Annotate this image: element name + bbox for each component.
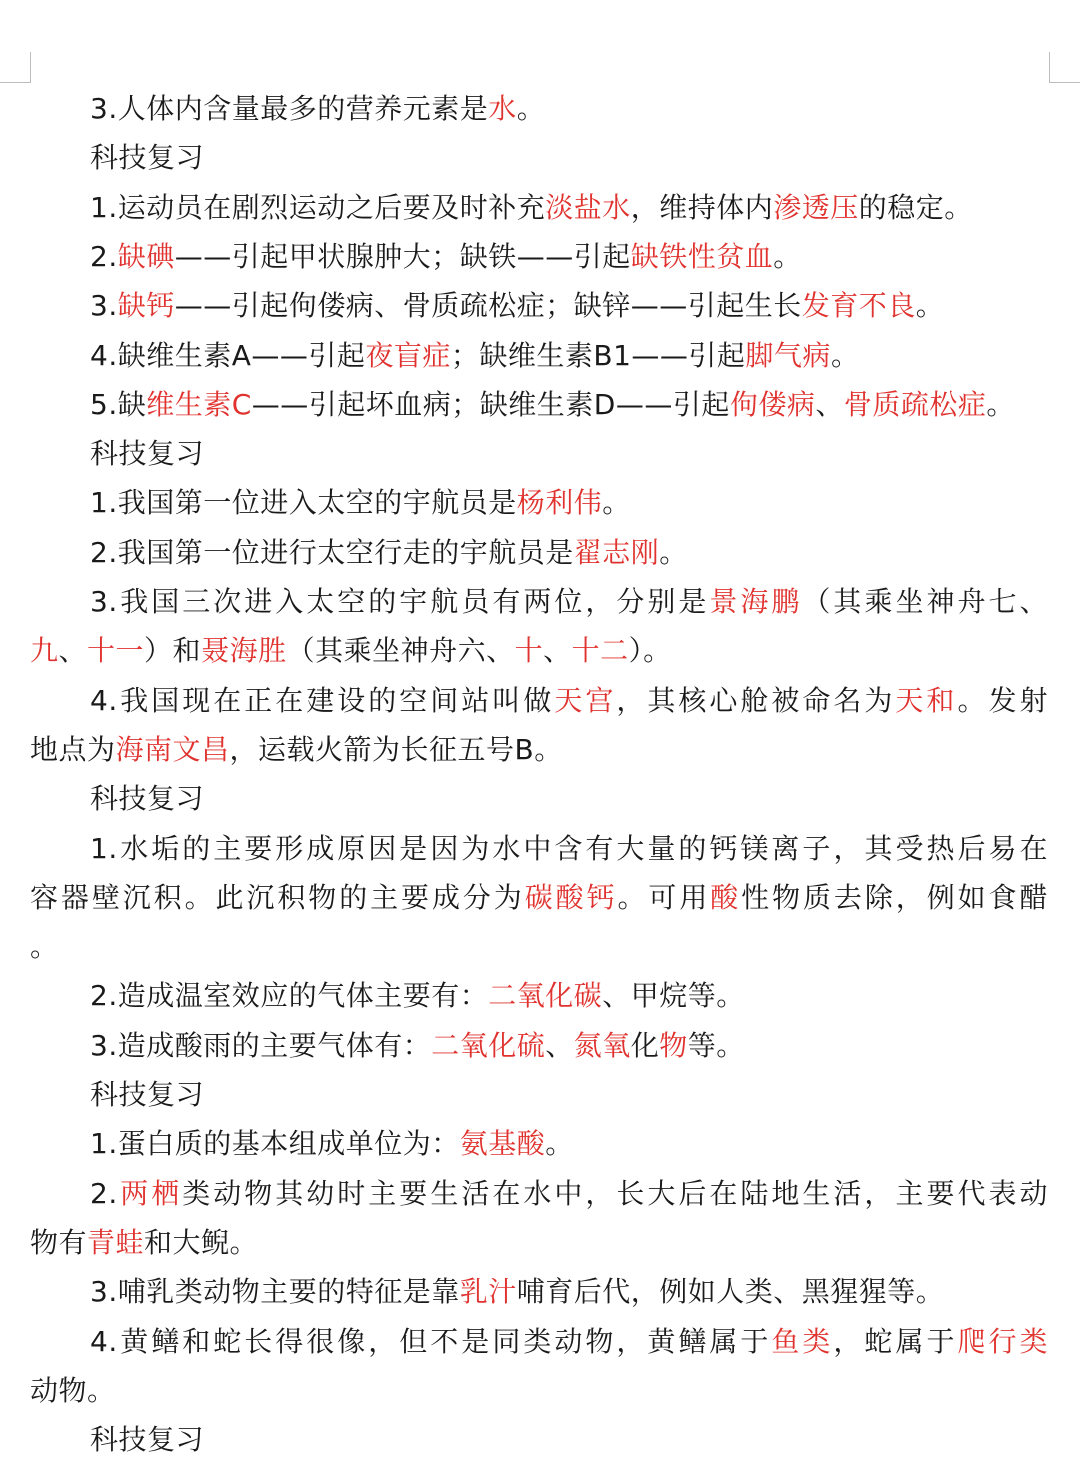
text-line xyxy=(0,774,1080,823)
highlight-text: 乳汁 xyxy=(459,1275,517,1309)
body-text: 科技复习 xyxy=(90,1423,205,1457)
body-text: 4.黄鳝和蛇长得很像，但不是同类动物，黄鳝属于 xyxy=(90,1324,772,1358)
body-text: ；缺维生素B1——引起 xyxy=(450,338,746,372)
text-line xyxy=(0,331,1080,380)
body-text: 2. xyxy=(90,1176,118,1210)
highlight-text: 氨基酸 xyxy=(459,1127,546,1161)
highlight-text: 海南文昌 xyxy=(115,732,230,766)
body-text: 动物。 xyxy=(30,1373,116,1407)
body-text: 3.造成酸雨的主要气体有： xyxy=(90,1028,432,1062)
body-text: 2.造成温室效应的气体主要有： xyxy=(90,979,489,1013)
highlight-text: 缺钙 xyxy=(117,289,175,323)
body-text: 科技复习 xyxy=(90,141,205,175)
body-text: 性物质去除，例如食醋 xyxy=(741,880,1048,914)
body-text: 3.哺乳类动物主要的特征是靠 xyxy=(90,1275,460,1309)
text-line xyxy=(0,133,1080,182)
highlight-text: 佝偻病 xyxy=(729,387,816,421)
highlight-text: 九 xyxy=(30,634,59,668)
body-text: 4.缺维生素A——引起 xyxy=(90,338,366,372)
body-text: ）和 xyxy=(144,634,202,668)
text-line xyxy=(0,577,1080,626)
body-text: 2. xyxy=(90,239,118,273)
text-line xyxy=(0,1169,1080,1218)
text-line xyxy=(0,971,1080,1020)
body-text: 。 xyxy=(986,387,1015,421)
body-text: ，维持体内 xyxy=(630,190,774,224)
highlight-text: 缺碘 xyxy=(117,239,175,273)
body-text: ——引起佝偻病、骨质疏松症；缺锌——引起生长 xyxy=(174,289,802,323)
body-text: ）。 xyxy=(628,634,672,668)
body-text: 、 xyxy=(545,1028,574,1062)
body-text: 科技复习 xyxy=(90,437,205,471)
body-text: 、 xyxy=(58,634,88,668)
body-text: ，蛇属于 xyxy=(833,1324,958,1358)
body-text: 。 xyxy=(30,930,59,964)
body-text: （其乘坐神舟六、 xyxy=(286,634,515,668)
text-line xyxy=(0,183,1080,232)
body-text: 、 xyxy=(543,634,572,668)
highlight-text: 氮氧 xyxy=(573,1028,631,1062)
body-text: 3.人体内含量最多的营养元素是 xyxy=(90,92,489,125)
highlight-text: 天和 xyxy=(895,683,958,717)
highlight-text: 发育不良 xyxy=(801,289,916,323)
highlight-text: 碳酸钙 xyxy=(524,880,618,914)
body-text: 的稳定。 xyxy=(858,190,973,224)
highlight-text: 二氧化硫 xyxy=(431,1028,546,1062)
highlight-text: 景海鹏 xyxy=(709,585,803,618)
highlight-text: 翟志刚 xyxy=(573,535,660,569)
highlight-text: 青蛙 xyxy=(87,1225,145,1259)
body-text: 。 xyxy=(602,486,631,520)
highlight-text: 天宫 xyxy=(554,683,617,717)
body-text: 3.我国三次进入太空的宇航员有两位，分别是 xyxy=(90,585,710,618)
highlight-text: 二氧化碳 xyxy=(488,979,603,1013)
text-line xyxy=(0,1119,1080,1168)
text-line xyxy=(0,1218,1080,1267)
body-text: （其乘坐神舟七、 xyxy=(802,585,1048,618)
highlight-text: 爬行类 xyxy=(957,1324,1048,1358)
text-line xyxy=(0,232,1080,281)
body-text: 。 xyxy=(545,1127,574,1161)
body-text: 1.蛋白质的基本组成单位为： xyxy=(90,1127,460,1161)
body-text: 科技复习 xyxy=(90,782,205,816)
highlight-text: 物 xyxy=(659,1028,688,1062)
highlight-text: 鱼类 xyxy=(771,1324,834,1358)
text-line xyxy=(0,922,1080,971)
text-line xyxy=(0,478,1080,527)
highlight-text: 淡盐水 xyxy=(545,190,631,224)
text-line xyxy=(0,725,1080,774)
highlight-text: 维生素C xyxy=(146,387,252,421)
body-text: ，运载火箭为长征五号B。 xyxy=(229,732,563,766)
highlight-text: 渗透压 xyxy=(773,190,859,224)
highlight-text: 骨质疏松症 xyxy=(843,387,987,421)
text-line xyxy=(0,429,1080,478)
body-text: 2.我国第一位进行太空行走的宇航员是 xyxy=(90,535,574,569)
body-text: 。 xyxy=(773,239,802,273)
text-line xyxy=(0,84,1080,133)
body-text: 。 xyxy=(659,535,688,569)
body-text: 。 xyxy=(915,289,945,323)
highlight-text: 十 xyxy=(514,634,544,668)
body-text: 科技复习 xyxy=(90,1078,205,1111)
body-text: 1.水垢的主要形成原因是因为水中含有大量的钙镁离子，其受热后易在 xyxy=(90,831,1048,865)
highlight-text: 脚气病 xyxy=(745,338,831,372)
body-text: ，其核心舱被命名为 xyxy=(616,683,896,717)
body-text: 1.我国第一位进入太空的宇航员是 xyxy=(90,486,517,520)
body-text: 。发射 xyxy=(957,683,1048,717)
highlight-text: 十一 xyxy=(87,634,145,668)
highlight-text: 水 xyxy=(488,92,517,125)
text-line xyxy=(0,1317,1080,1366)
text-line xyxy=(0,1267,1080,1316)
highlight-text: 十二 xyxy=(571,634,629,668)
body-text: 类动物其幼时主要生活在水中，长大后在陆地生活，主要代表动 xyxy=(182,1176,1048,1210)
text-line xyxy=(0,528,1080,577)
body-text: 。 xyxy=(516,92,546,125)
body-text: 3. xyxy=(90,289,118,323)
highlight-text: 酸 xyxy=(710,880,742,914)
body-text: 哺育后代，例如人类、黑猩猩等。 xyxy=(516,1275,945,1309)
body-text: 。 xyxy=(830,338,860,372)
page-corner-mark-right xyxy=(1049,52,1080,83)
body-text: ——引起甲状腺肿大；缺铁——引起 xyxy=(174,239,631,273)
body-text: 等。 xyxy=(687,1028,745,1062)
text-line xyxy=(0,1366,1080,1415)
text-line xyxy=(0,824,1080,873)
text-line xyxy=(0,1021,1080,1070)
highlight-text: 缺铁性贫血 xyxy=(630,239,774,273)
body-text: 地点为 xyxy=(30,732,116,766)
highlight-text: 聂海胜 xyxy=(201,634,287,668)
body-text: 化 xyxy=(630,1028,660,1062)
body-text: 、甲烷等。 xyxy=(602,979,745,1013)
body-text: 5.缺 xyxy=(90,387,147,421)
highlight-text: 两栖 xyxy=(117,1176,183,1210)
text-line xyxy=(0,873,1080,922)
body-text: 物有 xyxy=(30,1225,88,1259)
body-text: 4.我国现在正在建设的空间站叫做 xyxy=(90,683,555,717)
body-text: 。可用 xyxy=(617,880,711,914)
body-text: ——引起坏血病；缺维生素D——引起 xyxy=(251,387,730,421)
text-line xyxy=(0,676,1080,725)
body-text: 容器壁沉积。此沉积物的主要成分为 xyxy=(30,880,525,914)
body-text: 和大鲵。 xyxy=(144,1225,259,1259)
text-line xyxy=(0,380,1080,429)
text-line xyxy=(0,1070,1080,1119)
highlight-text: 杨利伟 xyxy=(516,486,603,520)
body-text: 、 xyxy=(815,387,844,421)
highlight-text: 夜盲症 xyxy=(365,338,451,372)
body-text: 1.运动员在剧烈运动之后要及时补充 xyxy=(90,190,546,224)
text-line xyxy=(0,281,1080,330)
page-corner-mark-left xyxy=(0,52,31,83)
text-line xyxy=(0,626,1080,675)
